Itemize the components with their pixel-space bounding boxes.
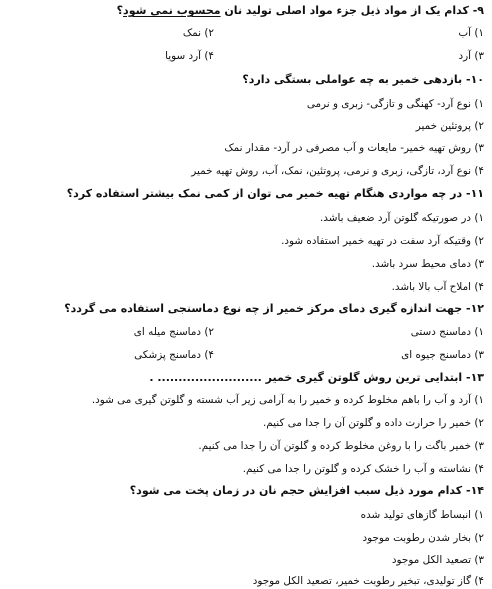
option-12-2[interactable]: ۲) دماسنج میله ای bbox=[133, 326, 214, 338]
option-13-1[interactable]: ۱) آرد و آب را باهم مخلوط کرده و خمیر را به آرامی زیر آب شسته و گلوتن گیری می شود. bbox=[91, 394, 484, 406]
option-14-4[interactable]: ۴) گاز تولیدی، تبخیر رطوبت خمیر، تصعید الکل موجود bbox=[252, 575, 484, 587]
question-9-options-row-2 bbox=[8, 49, 484, 63]
option-10-1[interactable]: ۱) نوع آرد- کهنگی و تازگی- زبری و نرمی bbox=[306, 98, 484, 110]
option-12-1[interactable]: ۱) دماسنج دستی bbox=[410, 326, 484, 338]
question-10-stem: ۱۰- بازدهی خمیر به چه عواملی بستگی دارد؟ bbox=[242, 73, 484, 86]
question-13-stem: ۱۳- ابتدایی ترین روش گلوتن گیری خمیر ......................... . bbox=[149, 371, 484, 384]
option-13-3[interactable]: ۳) خمیر باگت را با روغن مخلوط کرده و گلوتن آن را جدا می کنیم. bbox=[198, 440, 484, 452]
option-14-1[interactable]: ۱) انبساط گازهای تولید شده bbox=[360, 509, 484, 521]
option-11-1[interactable]: ۱) در صورتیکه گلوتن آرد ضعیف باشد. bbox=[320, 212, 484, 224]
option-11-2[interactable]: ۲) وقتیکه آرد سفت در تهیه خمیر استفاده شود. bbox=[281, 235, 484, 247]
question-9-options-row-1 bbox=[8, 26, 484, 40]
option-10-3[interactable]: ۳) روش تهیه خمیر- مایعات و آب مصرفی در آرد- مقدار نمک bbox=[224, 142, 484, 154]
question-12-options-row-1 bbox=[8, 325, 484, 339]
question-9-stem bbox=[8, 4, 484, 18]
option-11-3[interactable]: ۳) دمای محیط سرد باشد. bbox=[371, 258, 484, 270]
question-9-stem-end: ؟ bbox=[116, 4, 124, 17]
option-10-2[interactable]: ۲) پروتئین خمیر bbox=[415, 120, 484, 132]
question-9-stem-underlined: محسوب نمی شود bbox=[123, 4, 221, 17]
question-11-stem: ۱۱- در چه مواردی هنگام تهیه خمیر می توان از کمی نمک بیشتر استفاده کرد؟ bbox=[66, 187, 484, 200]
question-14-stem: ۱۴- کدام مورد ذیل سبب افزایش حجم نان در زمان پخت می شود؟ bbox=[129, 484, 484, 497]
option-9-2[interactable]: ۲) نمک bbox=[182, 27, 214, 39]
question-9-stem-part: ۹- کدام یک از مواد ذیل جزء مواد اصلی تولید نان bbox=[220, 4, 484, 17]
option-9-3[interactable]: ۳) آرد bbox=[458, 50, 484, 62]
option-10-4[interactable]: ۴) نوع آرد، تازگی، زبری و نرمی، پروتئین، نمک، آب، روش تهیه خمیر bbox=[191, 165, 484, 177]
option-12-3[interactable]: ۳) دماسنج جیوه ای bbox=[401, 349, 484, 361]
option-12-4[interactable]: ۴) دماسنج پزشکی bbox=[134, 349, 214, 361]
option-14-2[interactable]: ۲) بخار شدن رطوبت موجود bbox=[362, 532, 484, 544]
option-14-3[interactable]: ۳) تصعید الکل موجود bbox=[391, 554, 484, 566]
option-11-4[interactable]: ۴) املاح آب بالا باشد. bbox=[391, 281, 484, 293]
question-12-stem: ۱۲- جهت اندازه گیری دمای مرکز خمیر از چه نوع دماسنجی استفاده می گردد؟ bbox=[64, 302, 484, 315]
option-9-1[interactable]: ۱) آب bbox=[458, 27, 484, 39]
option-13-4[interactable]: ۴) نشاسته و آب را خشک کرده و گلوتن را جدا می کنیم. bbox=[242, 463, 484, 475]
question-12-options-row-2 bbox=[8, 348, 484, 362]
option-13-2[interactable]: ۲) خمیر را حرارت داده و گلوتن آن را جدا می کنیم. bbox=[262, 417, 484, 429]
option-9-4[interactable]: ۴) آرد سویا bbox=[165, 50, 214, 62]
